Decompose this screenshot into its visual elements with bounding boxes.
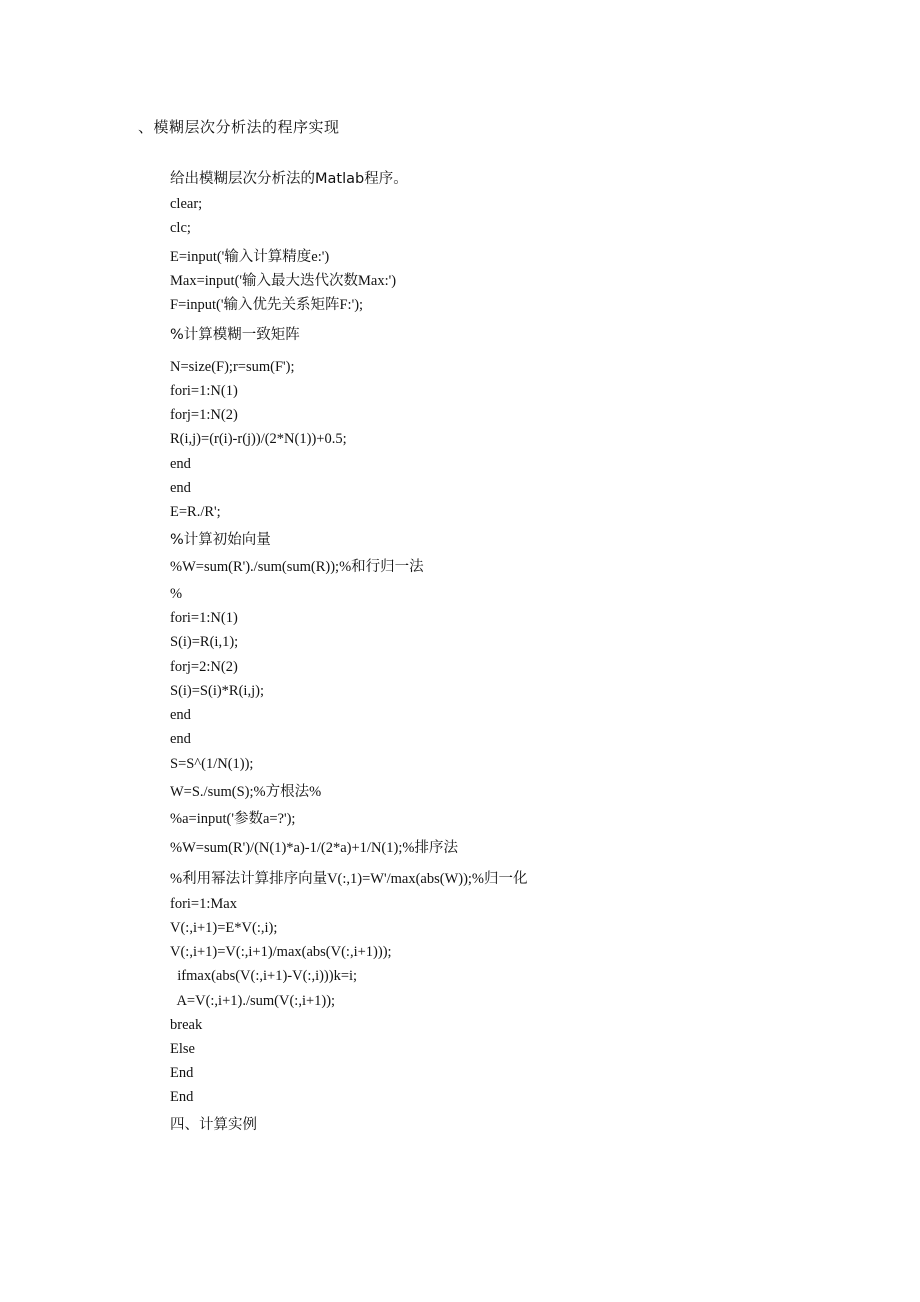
code-line: forj=2:N(2) (170, 659, 238, 675)
code-line: W=S./sum(S);%方根法% (170, 784, 322, 800)
code-line: N=size(F);r=sum(F'); (170, 359, 295, 375)
code-line: V(:,i+1)=V(:,i+1)/max(abs(V(:,i+1))); (170, 944, 392, 960)
code-comment: %计算模糊一致矩阵 (170, 327, 300, 343)
code-line: fori=1:N(1) (170, 610, 238, 626)
code-line: clear; (170, 196, 203, 212)
code-line: A=V(:,i+1)./sum(V(:,i+1)); (170, 993, 336, 1009)
code-line: R(i,j)=(r(i)-r(j))/(2*N(1))+0.5; (170, 431, 347, 447)
code-line: end (170, 731, 191, 747)
code-line: forj=1:N(2) (170, 407, 238, 423)
code-line: S(i)=R(i,1); (170, 634, 239, 650)
code-comment: % (170, 586, 183, 602)
code-comment: %W=sum(R')./sum(sum(R));%和行归一法 (170, 559, 424, 575)
code-line: E=R./R'; (170, 504, 221, 520)
code-line: End (170, 1089, 194, 1105)
code-line: Max=input('输入最大迭代次数Max:') (170, 273, 397, 289)
code-line: break (170, 1017, 203, 1033)
code-line: F=input('输入优先关系矩阵F:'); (170, 297, 364, 313)
code-line: Else (170, 1041, 195, 1057)
code-line: fori=1:N(1) (170, 383, 238, 399)
code-line: S=S^(1/N(1)); (170, 756, 254, 772)
section-heading: 、模糊层次分析法的程序实现 (138, 118, 340, 136)
code-line: ifmax(abs(V(:,i+1)-V(:,i)))k=i; (170, 968, 358, 984)
code-line: end (170, 456, 191, 472)
code-line: V(:,i+1)=E*V(:,i); (170, 920, 278, 936)
code-comment: %利用幂法计算排序向量V(:,1)=W'/max(abs(W));%归一化 (170, 871, 528, 887)
code-line: clc; (170, 220, 191, 236)
code-comment: %a=input('参数a=?'); (170, 811, 296, 827)
code-comment: %W=sum(R')/(N(1)*a)-1/(2*a)+1/N(1);%排序法 (170, 840, 458, 856)
intro-text: 给出模糊层次分析法的Matlab程序。 (170, 171, 408, 187)
next-section-heading: 四、计算实例 (170, 1117, 257, 1133)
code-line: end (170, 480, 191, 496)
code-line: E=input('输入计算精度e:') (170, 249, 330, 265)
code-line: End (170, 1065, 194, 1081)
code-line: end (170, 707, 191, 723)
code-line: S(i)=S(i)*R(i,j); (170, 683, 264, 699)
code-comment: %计算初始向量 (170, 532, 271, 548)
code-line: fori=1:Max (170, 896, 237, 912)
